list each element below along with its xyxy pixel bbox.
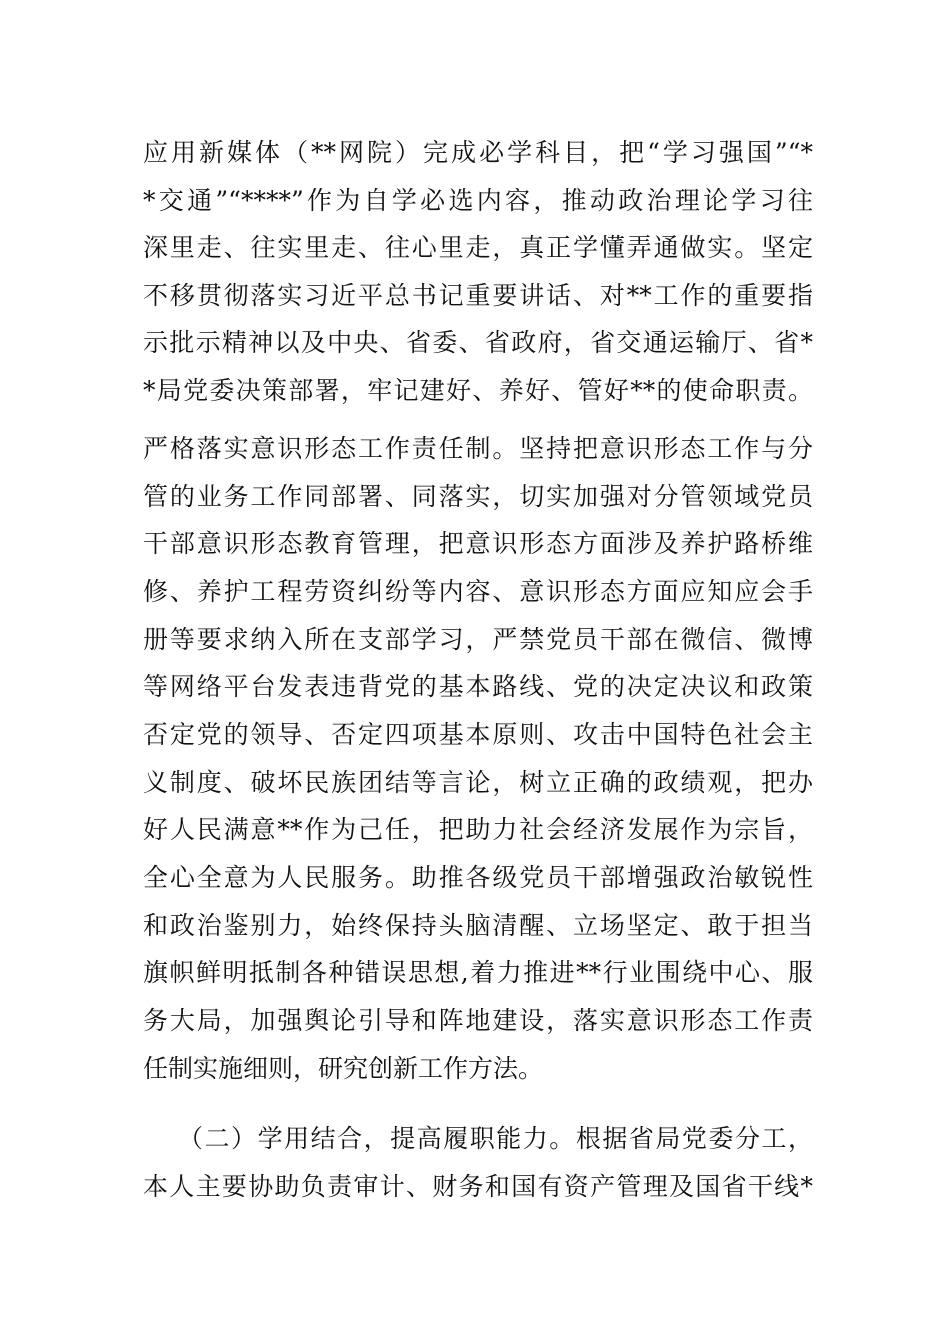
- section-heading-line: （二）学用结合，提高履职能力。根据省局党委分工，: [178, 1124, 813, 1153]
- paragraph-line: 任制实施细则，研究创新工作方法。: [143, 1054, 544, 1083]
- paragraph-line: 和政治鉴别力，始终保持头脑清醒、立场坚定、敢于担当: [143, 911, 813, 940]
- paragraph-line: 本人主要协助负责审计、财务和国有资产管理及国省干线*: [143, 1172, 813, 1201]
- paragraph-line: *交通”“****”作为自学必选内容，推动政治理论学习往: [143, 186, 813, 215]
- paragraph-line: 示批示精神以及中央、省委、省政府，省交通运输厅、省*: [143, 328, 813, 357]
- paragraph-line: 不移贯彻落实习近平总书记重要讲话、对**工作的重要指: [143, 281, 813, 310]
- paragraph-line: *局党委决策部署，牢记建好、养好、管好**的使命职责。: [143, 376, 813, 405]
- paragraph-line: 应用新媒体（**网院）完成必学科目，把“学习强国”“*: [143, 138, 813, 167]
- paragraph-line: 册等要求纳入所在支部学习，严禁党员干部在微信、微博: [143, 625, 813, 654]
- paragraph-line: 干部意识形态教育管理，把意识形态方面涉及养护路桥维: [143, 529, 813, 558]
- paragraph-line: 全心全意为人民服务。助推各级党员干部增强政治敏锐性: [143, 863, 813, 892]
- paragraph-line: 严格落实意识形态工作责任制。坚持把意识形态工作与分: [143, 434, 813, 463]
- paragraph-line: 等网络平台发表违背党的基本路线、党的决定决议和政策: [143, 672, 813, 701]
- paragraph-line: 深里走、往实里走、往心里走，真正学懂弄通做实。坚定: [143, 233, 813, 262]
- paragraph-line: 修、养护工程劳资纠纷等内容、意识形态方面应知应会手: [143, 577, 813, 606]
- paragraph-line: 务大局，加强舆论引导和阵地建设，落实意识形态工作责: [143, 1006, 813, 1035]
- paragraph-line: 否定党的领导、否定四项基本原则、攻击中国特色社会主: [143, 720, 813, 749]
- paragraph-line: 好人民满意**作为己任，把助力社会经济发展作为宗旨，: [143, 815, 813, 844]
- paragraph-line: 义制度、破坏民族团结等言论，树立正确的政绩观，把办: [143, 768, 813, 797]
- paragraph-line: 旗帜鲜明抵制各种错误思想,着力推进**行业围绕中心、服: [143, 958, 813, 987]
- paragraph-line: 管的业务工作同部署、同落实，切实加强对分管领域党员: [143, 482, 813, 511]
